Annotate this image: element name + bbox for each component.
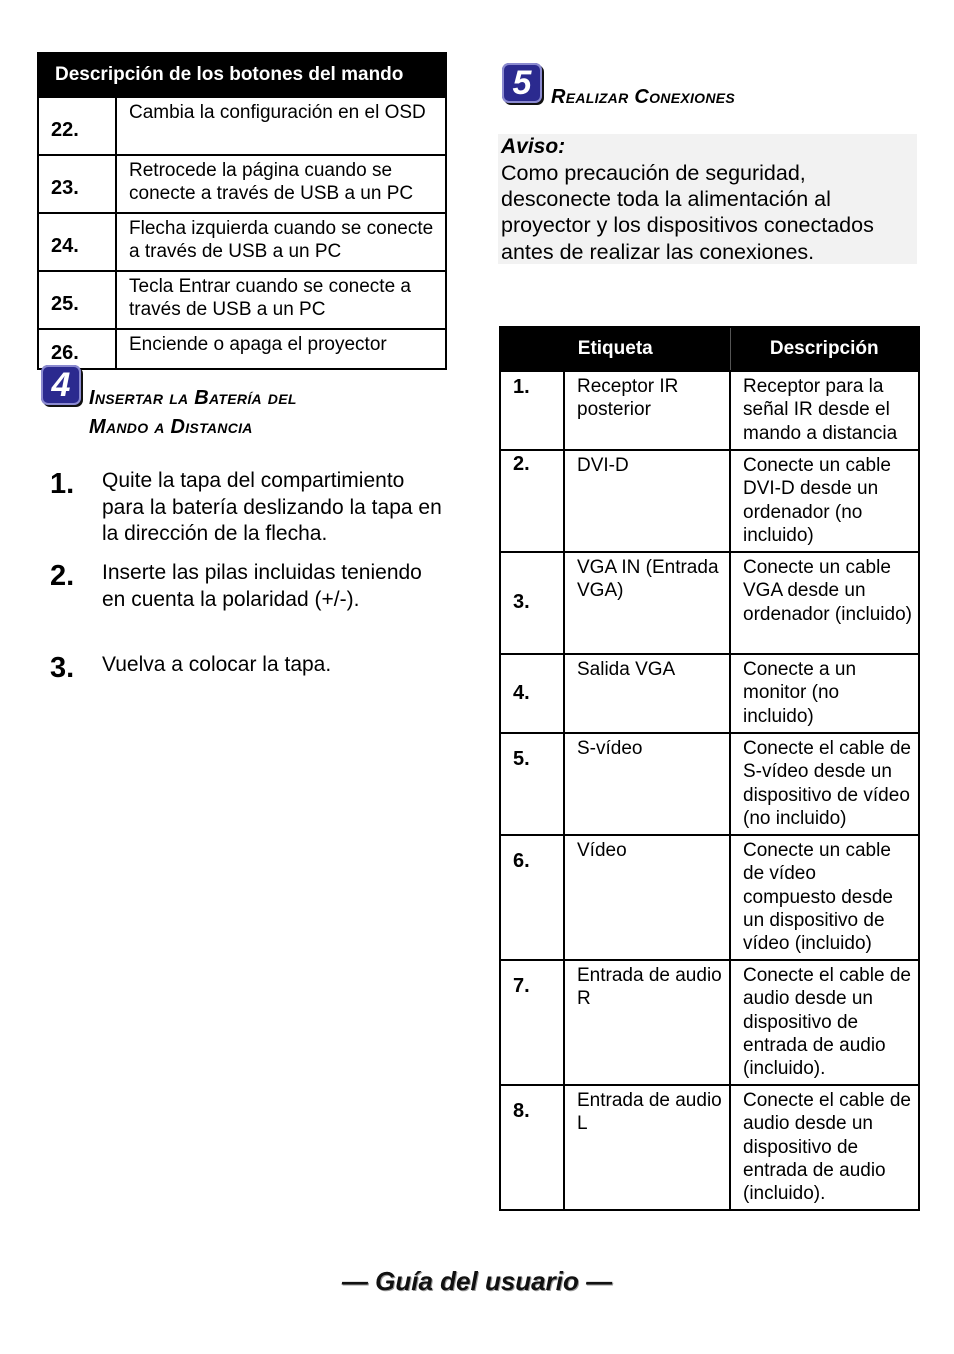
row-label: Entrada de audio L (564, 1085, 730, 1210)
row-label: Salida VGA (564, 654, 730, 733)
step-text: Vuelva a colocar la tapa. (102, 653, 332, 676)
notice-title: Aviso: (501, 135, 566, 158)
row-number: 5. (500, 733, 564, 835)
column-header-description: Descripción (730, 327, 919, 371)
step-text: Quite la tapa del compartimiento para la batería deslizando la tapa en la dirección de la flecha. (102, 469, 442, 545)
row-number: 7. (500, 960, 564, 1085)
section-4-title-line2: Mando a Distancia (89, 416, 253, 438)
row-label: Entrada de audio R (564, 960, 730, 1085)
row-description: Enciende o apaga el proyector (116, 329, 446, 369)
row-label: S-vídeo (564, 733, 730, 835)
table-row (38, 213, 446, 271)
column-header-label: Etiqueta (500, 327, 730, 371)
section-4-title-line1: Insertar la Batería del (89, 387, 297, 409)
remote-table-header: Descripción de los botones del mando (38, 53, 446, 97)
table-row (500, 654, 919, 733)
connections-table (499, 326, 920, 1211)
table-row (500, 552, 919, 654)
row-number: 23. (38, 155, 116, 213)
table-row (38, 97, 446, 155)
row-number: 24. (38, 213, 116, 271)
table-row (500, 733, 919, 835)
row-description: Conecte un cable VGA desde un ordenador (incluido) (730, 552, 919, 654)
row-description: Retrocede la página cuando se conecte a través de USB a un PC (116, 155, 446, 213)
table-row (38, 271, 446, 329)
remote-buttons-table (37, 52, 447, 370)
row-number: 25. (38, 271, 116, 329)
row-label: Vídeo (564, 835, 730, 960)
section-5-title: Realizar Conexiones (551, 86, 736, 108)
row-description: Conecte un cable de vídeo compuesto desde un dispositivo de vídeo (incluido) (730, 835, 919, 960)
section-4-badge: 4 (41, 365, 81, 405)
table-row (500, 371, 919, 450)
row-description: Cambia la configuración en el OSD (116, 97, 446, 155)
row-description: Receptor para la señal IR desde el mando a distancia (730, 371, 919, 450)
table-row (500, 1085, 919, 1210)
table-row (500, 450, 919, 552)
section-4-title (89, 384, 297, 442)
table-row (500, 835, 919, 960)
table-row (500, 960, 919, 1085)
row-description: Conecte el cable de audio desde un dispositivo de entrada de audio (incluido). (730, 1085, 919, 1210)
row-description: Flecha izquierda cuando se conecte a través de USB a un PC (116, 213, 446, 271)
step-number: 3. (50, 652, 75, 684)
row-description: Conecte el cable de audio desde un dispositivo de entrada de audio (incluido). (730, 960, 919, 1085)
row-label: Receptor IR posterior (564, 371, 730, 450)
table-row (38, 155, 446, 213)
row-description: Conecte a un monitor (no incluido) (730, 654, 919, 733)
row-description: Tecla Entrar cuando se conecte a través de USB a un PC (116, 271, 446, 329)
row-number: 6. (500, 835, 564, 960)
safety-notice (498, 134, 917, 264)
footer-guide-title: — Guía del usuario — (341, 1266, 613, 1296)
step-number: 2. (50, 560, 75, 592)
row-number: 3. (500, 552, 564, 654)
row-label: DVI-D (564, 450, 730, 552)
row-description: Conecte un cable DVI-D desde un ordenador (no incluido) (730, 450, 919, 552)
step-text: Inserte las pilas incluidas teniendo en cuenta la polaridad (+/-). (102, 561, 422, 611)
row-number: 8. (500, 1085, 564, 1210)
row-number: 22. (38, 97, 116, 155)
notice-text: Como precaución de seguridad, desconecte toda la alimentación al proyector y los dispositivos conectados antes de realizar las conexiones. (501, 161, 874, 264)
row-number: 2. (500, 450, 564, 552)
row-number: 26. (38, 329, 116, 369)
step-number: 1. (50, 468, 75, 500)
row-number: 4. (500, 654, 564, 733)
section-5-badge: 5 (502, 63, 542, 103)
row-description: Conecte el cable de S-vídeo desde un dispositivo de vídeo (no incluido) (730, 733, 919, 835)
row-label: VGA IN (Entrada VGA) (564, 552, 730, 654)
row-number: 1. (500, 371, 564, 450)
table-row (38, 329, 446, 369)
